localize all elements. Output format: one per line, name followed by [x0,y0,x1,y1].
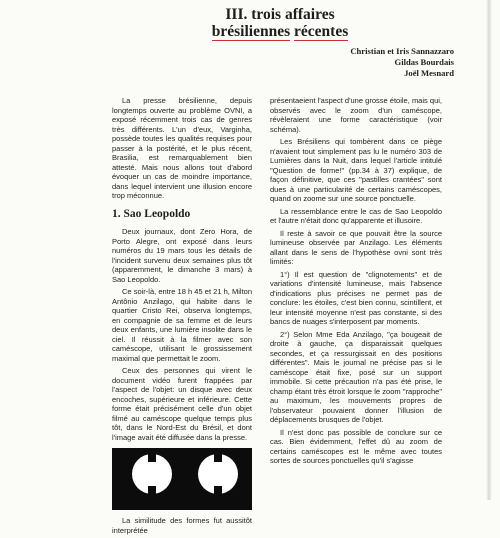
paragraph: La ressemblance entre le cas de Sao Leopoldo et l'autre n'était donc qu'apparente et illusoire. [270,206,442,225]
intro-paragraph: La presse brésilienne, depuis longtemps ouverte au problème OVNI, a exposé récemment trois cas de genres très différents. L'un d'eux, Varginha, possède toutes les qualités requises pour passer à la postérité, et le plus récent, Brasilia, est remarquablement bien attesté. Mais nous allons tout d'abord évoquer un cas de moindre importance, dans lequel intervient une illusion encore trop méconnue. [112,96,252,200]
title-line-2 [212,23,348,40]
disc-notch [214,486,222,495]
author-2: Gildas Bourdais [394,57,454,67]
title-word-bresiliennes: brésiliennes [211,23,291,40]
paragraph: 2°) Selon Mme Eda Anzilago, "ça bougeait de droite à gauche, ça disparaissait quelques secondes, et ça ressurgissait en des positions différentes". Mais le journal ne précise pas si le caméscope était fixe, posé sur un support immobile. Si cette précaution n'a pas été prise, le champ étant très étroit lorsque le zoom "rapproche" au maximum, les mouvements propres de l'observateur pouvaient donner l'illusion de déplacements brusques de l'objet. [270,329,442,424]
page-edge-shadow [486,0,492,500]
paragraph: Deux journaux, dont Zero Hora, de Porto Alegre, ont exposé dans leurs numéros du 19 mars tous les détails de l'incident survenu deux semaines plus tôt (apparemment, le dimanche 3 mars) à Sao Leopoldo. [112,227,252,284]
authors-block [350,46,454,79]
paragraph: Les Brésiliens qui tombèrent dans ce piège n'avaient tout simplement pas lu le numéro 303 de Lumières dans la Nuit, dans lequel l'article intitulé "Question de forme!" (pp.34 à 37) explique, de façon définitive, que ces "pastilles crantées" sont dues à une particularité de certains caméscopes, quand on zoome sur une source ponctuelle. [270,137,442,203]
paragraph: Il reste à savoir ce que pouvait être la source lumineuse observée par Anzilago. Les éléments allant dans le sens de l'hypothèse ovni sont très limités: [270,228,442,266]
notched-disc-shape [198,454,238,494]
author-3: Joël Mesnard [404,68,454,78]
paragraph: Ce soir-là, entre 18 h 45 et 21 h, Milton Antônio Anzilago, qui habite dans le quartier Cristo Rei, observa longtemps, en compagnie de sa femme et de leurs deux enfants, une lumière insolite dans le ciel. Il réussit à la filmer avec son caméscope, utilisant le grossissement maximal que permettait le zoom. [112,287,252,363]
section-heading: 1. Sao Leopoldo [112,207,191,220]
title-word-recentes: récentes [294,23,349,40]
title-line-1: III. trois affaires [225,6,335,23]
notched-disc-photo [112,448,252,510]
paragraph: La similitude des formes fut aussitôt interprétée [112,516,252,535]
disc-notch [148,486,156,495]
left-column [112,96,252,538]
right-column [270,96,442,469]
paragraph: Ceux des personnes qui virent le document vidéo furent frappées par l'aspect de l'objet: un disque avec deux encoches, supérieure et inférieure. Cette forme était précisément celle d'un objet filmé au caméscope quelque temps plus tôt, dans le Nord-Est du Brésil, et dont l'image avait été diffusée dans la presse. [112,366,252,442]
paragraph: Il n'est donc pas possible de conclure sur ce cas. Bien évidemment, l'effet dû au zoom de certains caméscopes est le même avec toutes sortes de sources ponctuelles qu'il s'agisse [270,427,442,465]
article-title [150,6,410,40]
paragraph: 1°) Il est question de "clignotements" et de variations d'intensité lumineuse, mais l'absence d'indications plus précises ne permet pas de conclure: les étoiles, c'est bien connu, scintillent, et leur intensité moyenne n'est pas constante, si des bancs de nuages s'interposent par moments. [270,269,442,326]
notched-disc-shape [132,454,172,494]
author-1: Christian et Iris Sannazzaro [350,46,454,56]
paragraph: présentaeient l'aspect d'une grosse étoile, mais qui, observés avec le zoom d'un caméscope, révèleraient une forme caractéristique (voir schéma). [270,96,442,134]
disc-notch [214,453,222,462]
disc-notch [148,453,156,462]
